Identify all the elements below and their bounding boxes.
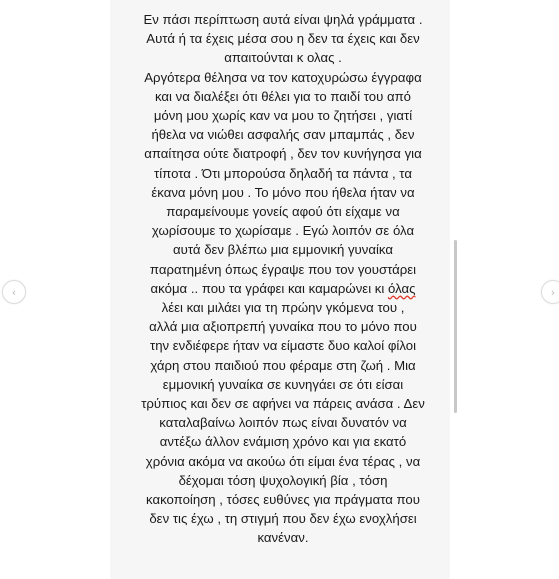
note-line <box>120 125 446 144</box>
note-line <box>120 356 446 375</box>
note-line-text: την ενδιέφερε ήταν να είμαστε δυο καλοί φίλοι <box>149 338 416 354</box>
note-line-text: Αργότερα θέλησα να τον κατοχυρώσω έγγραφα <box>144 69 422 85</box>
note-line-text: ακόμα .. που τα γράφει και καμαρώνει κι <box>150 280 385 296</box>
note-line <box>120 202 446 221</box>
note-line <box>120 10 446 29</box>
note-line-text: μόνη μου χωρίς καν να μου το ζητήσει , γιατί <box>153 108 413 124</box>
note-line-text: δεν τις έχω , τη στιγμή που δεν έχω ενοχλήσει <box>149 511 417 527</box>
note-line-text: παραμείνουμε γονείς αφού ότι είχαμε να <box>166 204 400 220</box>
note-line <box>120 509 446 528</box>
note-line-text: αυτά δεν βλέπω μια εμμονική γυναίκα <box>173 242 393 258</box>
note-line-text: κακοποίηση , τόσες ευθύνες για πράγματα που <box>146 492 420 508</box>
note-line-text: εμμονική γυναίκα σε κυνηγάει σε ότι είσαι <box>162 376 404 392</box>
note-line <box>120 164 446 183</box>
note-line <box>120 528 446 547</box>
note-line <box>120 240 446 259</box>
note-line-text: Αυτά ή τα έχεις μέσα σου η δεν τα έχεις και δεν <box>146 31 420 47</box>
note-line-text: απαίτησα ούτε διατροφή , δεν τον κυνήγησα για <box>144 146 422 162</box>
spellcheck-flagged-word[interactable]: όλας <box>387 280 416 296</box>
note-line <box>120 48 446 67</box>
note-line-text: ήθελα να νιώθει ασφαλής σαν μπαμπάς , δεν <box>151 127 415 143</box>
note-line <box>120 413 446 432</box>
note-line <box>120 183 446 202</box>
note-line-text: Εν πάσι περίπτωση αυτά είναι ψηλά γράμματα . <box>143 12 423 27</box>
note-line <box>120 298 446 317</box>
note-line <box>120 317 446 336</box>
scrollbar[interactable] <box>454 240 457 413</box>
note-line <box>120 279 446 298</box>
note-line <box>120 68 446 87</box>
note-text-body <box>120 10 446 548</box>
note-line-text: λέει και μιλάει για τη πρώην γκόμενα του , <box>161 300 405 316</box>
note-line-text: έκανα μόνη μου . Το μόνο που ήθελα ήταν να <box>151 184 415 200</box>
note-line <box>120 452 446 471</box>
note-line-text: χάρη στου παιδιού που φέραμε στη ζωή . Μια <box>150 357 416 373</box>
note-line-text: χρόνια ακόμα να ακούω ότι είμαι ένα τέρας , να <box>145 453 421 469</box>
note-line-text: αντέξω άλλον ενάμιση χρόνο και για εκατό <box>159 434 407 450</box>
note-line <box>120 336 446 355</box>
note-line <box>120 260 446 279</box>
note-line <box>120 106 446 125</box>
note-line <box>120 471 446 490</box>
chevron-left-icon: ‹ <box>11 285 17 299</box>
carousel-prev-button[interactable] <box>2 280 26 304</box>
note-line-text: χωρίσουμε το χωρίσαμε . Εγώ λοιπόν σε όλα <box>151 223 415 239</box>
note-line <box>120 29 446 48</box>
note-line-text: αλλά μια αξιοπρεπή γυναίκα που το μόνο που <box>149 319 417 335</box>
note-line <box>120 144 446 163</box>
note-line-text: και να διαλέξει ότι θέλει για το παιδί του από <box>154 88 412 104</box>
note-line <box>120 394 446 413</box>
note-line <box>120 432 446 451</box>
note-line <box>120 87 446 106</box>
note-line-text: τρύπιος και δεν σε αφήνει να πάρεις ανάσα . Δεν <box>141 396 425 412</box>
note-line <box>120 490 446 509</box>
note-line-text: δέχομαι τόση ψυχολογική βία , τόση <box>178 472 388 488</box>
carousel-next-button[interactable] <box>541 280 559 304</box>
note-line <box>120 375 446 394</box>
note-line-text: τίποτα . Ότι μπορούσα δηλαδή τα πάντα , τα <box>154 165 412 181</box>
note-line-text: παρατημένη όπως έγραψε που τον γουστάρει <box>149 261 417 277</box>
note-line <box>120 221 446 240</box>
chevron-right-icon: › <box>550 285 556 299</box>
note-line-text: κανέναν. <box>257 530 309 546</box>
note-line-text: καταλαβαίνω λοιπόν πως είναι δυνατόν να <box>159 415 407 431</box>
note-line-text: απαιτούνται κ ολας . <box>224 50 342 66</box>
